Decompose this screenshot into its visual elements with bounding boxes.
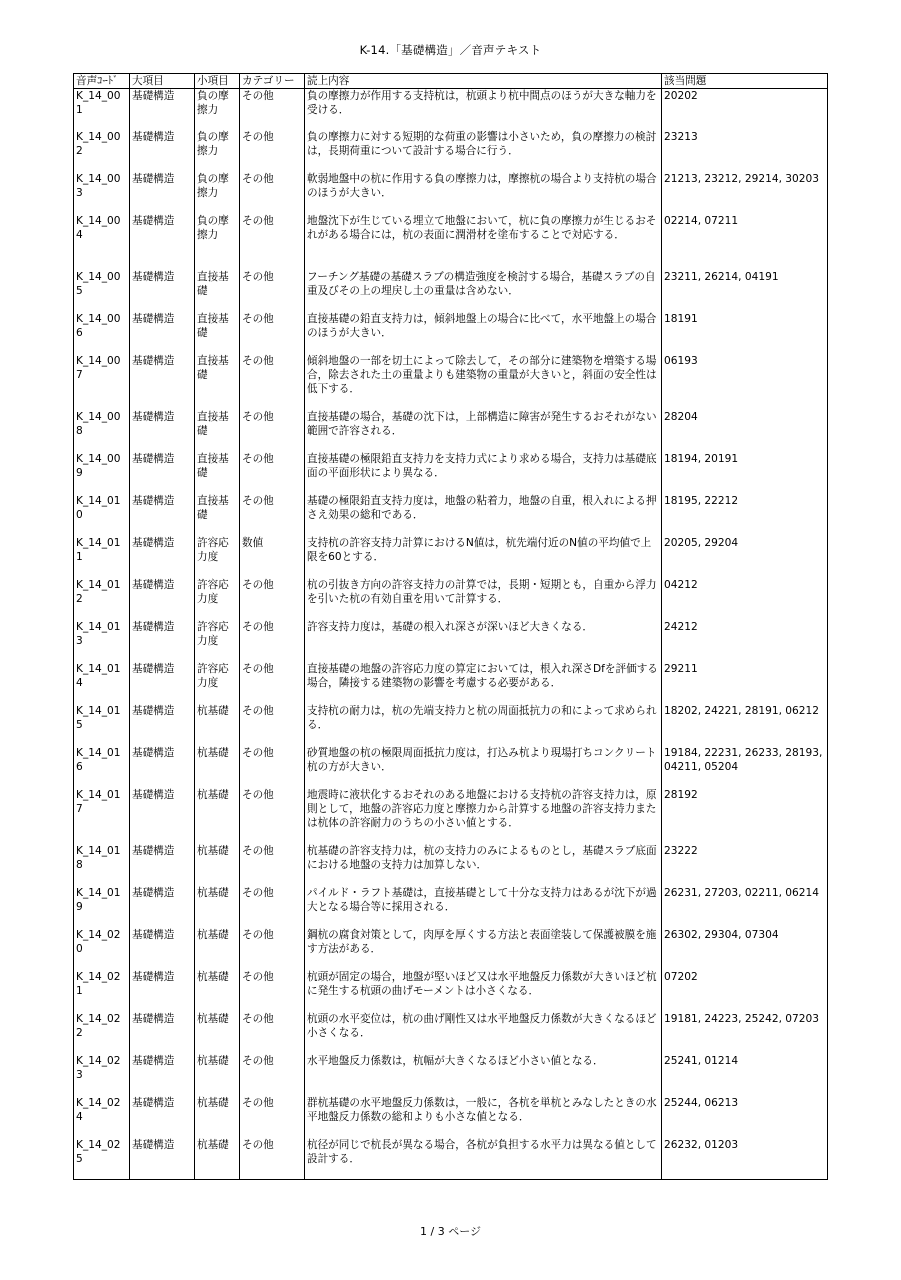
cell-minor-item: 許容応力度: [195, 578, 240, 620]
cell-category: その他: [240, 494, 305, 536]
cell-major-item: 基礎構造: [130, 746, 195, 788]
cell-minor-item: 直接基礎: [195, 270, 240, 312]
cell-code: K_14_018: [74, 844, 130, 886]
cell-reading-content: 基礎の極限鉛直支持力度は，地盤の粘着力，地盤の自重，根入れによる押さえ効果の総和である．: [305, 494, 662, 536]
cell-major-item: 基礎構造: [130, 130, 195, 172]
cell-minor-item: 杭基礎: [195, 886, 240, 928]
cell-reading-content: 支持杭の耐力は，杭の先端支持力と杭の周面抵抗力の和によって求められる．: [305, 704, 662, 746]
table-row: [74, 578, 828, 620]
cell-related-questions: 25241, 01214: [662, 1054, 828, 1096]
table-row: [74, 662, 828, 704]
cell-minor-item: 杭基礎: [195, 704, 240, 746]
cell-code: K_14_003: [74, 172, 130, 214]
cell-category: その他: [240, 746, 305, 788]
cell-related-questions: 26232, 01203: [662, 1138, 828, 1180]
cell-major-item: 基礎構造: [130, 704, 195, 746]
cell-related-questions: 06193: [662, 354, 828, 410]
cell-related-questions: 20202: [662, 89, 828, 130]
cell-minor-item: 杭基礎: [195, 970, 240, 1012]
cell-category: その他: [240, 928, 305, 970]
cell-reading-content: 直接基礎の鉛直支持力は，傾斜地盤上の場合に比べて，水平地盤上の場合のほうが大きい．: [305, 312, 662, 354]
cell-code: K_14_020: [74, 928, 130, 970]
cell-minor-item: 直接基礎: [195, 354, 240, 410]
cell-related-questions: 23222: [662, 844, 828, 886]
cell-category: その他: [240, 452, 305, 494]
cell-major-item: 基礎構造: [130, 536, 195, 578]
cell-category: その他: [240, 130, 305, 172]
cell-minor-item: 許容応力度: [195, 620, 240, 662]
cell-code: K_14_017: [74, 788, 130, 844]
cell-category: その他: [240, 886, 305, 928]
cell-reading-content: 地盤沈下が生じている埋立て地盤において，杭に負の摩擦力が生じるおそれがある場合には，杭の表面に潤滑材を塗布することで対応する．: [305, 214, 662, 270]
cell-minor-item: 杭基礎: [195, 1012, 240, 1054]
cell-minor-item: 杭基礎: [195, 1054, 240, 1096]
cell-major-item: 基礎構造: [130, 578, 195, 620]
cell-minor-item: 許容応力度: [195, 536, 240, 578]
cell-reading-content: 直接基礎の極限鉛直支持力を支持力式により求める場合，支持力は基礎底面の平面形状により異なる．: [305, 452, 662, 494]
cell-major-item: 基礎構造: [130, 410, 195, 452]
cell-reading-content: 支持杭の許容支持力計算におけるN値は，杭先端付近のN値の平均値で上限を60とする．: [305, 536, 662, 578]
table-row: [74, 410, 828, 452]
table-row: [74, 620, 828, 662]
cell-reading-content: 地震時に液状化するおそれのある地盤における支持杭の許容支持力は，原則として，地盤の許容応力度と摩擦力から計算する地盤の許容支持力または杭体の許容耐力のうちの小さい値とする．: [305, 788, 662, 844]
cell-minor-item: 杭基礎: [195, 844, 240, 886]
cell-major-item: 基礎構造: [130, 1138, 195, 1180]
cell-related-questions: 18191: [662, 312, 828, 354]
cell-related-questions: 18195, 22212: [662, 494, 828, 536]
cell-minor-item: 杭基礎: [195, 928, 240, 970]
cell-major-item: 基礎構造: [130, 354, 195, 410]
table-row: [74, 214, 828, 270]
cell-category: その他: [240, 312, 305, 354]
cell-code: K_14_011: [74, 536, 130, 578]
cell-code: K_14_015: [74, 704, 130, 746]
cell-related-questions: 23213: [662, 130, 828, 172]
cell-major-item: 基礎構造: [130, 89, 195, 130]
cell-major-item: 基礎構造: [130, 494, 195, 536]
cell-major-item: 基礎構造: [130, 788, 195, 844]
header-related-questions: 該当問題: [662, 74, 828, 89]
cell-code: K_14_008: [74, 410, 130, 452]
table-row: [74, 354, 828, 410]
cell-minor-item: 杭基礎: [195, 788, 240, 844]
table-row: [74, 928, 828, 970]
cell-code: K_14_004: [74, 214, 130, 270]
cell-major-item: 基礎構造: [130, 1096, 195, 1138]
cell-category: その他: [240, 214, 305, 270]
table-row: [74, 1012, 828, 1054]
cell-reading-content: 水平地盤反力係数は，杭幅が大きくなるほど小さい値となる．: [305, 1054, 662, 1096]
cell-code: K_14_025: [74, 1138, 130, 1180]
header-major-item: 大項目: [130, 74, 195, 89]
cell-category: その他: [240, 704, 305, 746]
cell-code: K_14_010: [74, 494, 130, 536]
table-header-row: [74, 74, 828, 89]
cell-related-questions: 26302, 29304, 07304: [662, 928, 828, 970]
cell-category: その他: [240, 844, 305, 886]
cell-code: K_14_022: [74, 1012, 130, 1054]
cell-category: その他: [240, 662, 305, 704]
header-reading-content: 読上内容: [305, 74, 662, 89]
cell-related-questions: 28204: [662, 410, 828, 452]
cell-minor-item: 杭基礎: [195, 1096, 240, 1138]
cell-reading-content: 傾斜地盤の一部を切土によって除去して，その部分に建築物を増築する場合，除去された土の重量よりも建築物の重量が大きいと，斜面の安全性は低下する．: [305, 354, 662, 410]
cell-minor-item: 負の摩擦力: [195, 89, 240, 130]
cell-minor-item: 負の摩擦力: [195, 214, 240, 270]
document-title: K-14.「基礎構造」／音声テキスト: [359, 43, 542, 57]
cell-major-item: 基礎構造: [130, 214, 195, 270]
cell-related-questions: 23211, 26214, 04191: [662, 270, 828, 312]
cell-code: K_14_021: [74, 970, 130, 1012]
cell-category: その他: [240, 1138, 305, 1180]
cell-related-questions: 18202, 24221, 28191, 06212: [662, 704, 828, 746]
cell-related-questions: 26231, 27203, 02211, 06214: [662, 886, 828, 928]
table-row: [74, 788, 828, 844]
table-row: [74, 746, 828, 788]
cell-category: その他: [240, 270, 305, 312]
cell-reading-content: 杭径が同じで杭長が異なる場合，各杭が負担する水平力は異なる値として設計する．: [305, 1138, 662, 1180]
cell-related-questions: 21213, 23212, 29214, 30203: [662, 172, 828, 214]
table-row: [74, 312, 828, 354]
cell-minor-item: 許容応力度: [195, 662, 240, 704]
cell-category: その他: [240, 578, 305, 620]
cell-reading-content: 鋼杭の腐食対策として，肉厚を厚くする方法と表面塗装して保護被膜を施す方法がある．: [305, 928, 662, 970]
cell-reading-content: 杭頭の水平変位は，杭の曲げ剛性又は水平地盤反力係数が大きくなるほど小さくなる．: [305, 1012, 662, 1054]
cell-related-questions: 19181, 24223, 25242, 07203: [662, 1012, 828, 1054]
table-row: [74, 452, 828, 494]
cell-major-item: 基礎構造: [130, 452, 195, 494]
voice-text-table: [73, 73, 828, 1180]
cell-major-item: 基礎構造: [130, 270, 195, 312]
cell-related-questions: 25244, 06213: [662, 1096, 828, 1138]
cell-major-item: 基礎構造: [130, 844, 195, 886]
cell-code: K_14_019: [74, 886, 130, 928]
cell-major-item: 基礎構造: [130, 1054, 195, 1096]
cell-reading-content: 杭頭が固定の場合，地盤が堅いほど又は水平地盤反力係数が大きいほど杭に発生する杭頭の曲げモーメントは小さくなる．: [305, 970, 662, 1012]
cell-code: K_14_023: [74, 1054, 130, 1096]
table-row: [74, 1054, 828, 1096]
cell-reading-content: 軟弱地盤中の杭に作用する負の摩擦力は，摩擦杭の場合より支持杭の場合のほうが大きい．: [305, 172, 662, 214]
cell-category: その他: [240, 970, 305, 1012]
cell-major-item: 基礎構造: [130, 662, 195, 704]
page-footer: 1 / 3 ページ: [420, 1225, 481, 1238]
cell-reading-content: 群杭基礎の水平地盤反力係数は，一般に，各杭を単杭とみなしたときの水平地盤反力係数の総和よりも小さな値となる．: [305, 1096, 662, 1138]
cell-major-item: 基礎構造: [130, 620, 195, 662]
cell-category: その他: [240, 354, 305, 410]
cell-reading-content: 負の摩擦力が作用する支持杭は，杭頭より杭中間点のほうが大きな軸力を受ける．: [305, 89, 662, 130]
cell-category: 数値: [240, 536, 305, 578]
table-row: [74, 172, 828, 214]
cell-category: その他: [240, 788, 305, 844]
cell-minor-item: 負の摩擦力: [195, 130, 240, 172]
cell-related-questions: 02214, 07211: [662, 214, 828, 270]
cell-major-item: 基礎構造: [130, 1012, 195, 1054]
table-body: [74, 89, 828, 1180]
cell-code: K_14_006: [74, 312, 130, 354]
cell-code: K_14_024: [74, 1096, 130, 1138]
table-row: [74, 844, 828, 886]
cell-related-questions: 07202: [662, 970, 828, 1012]
cell-reading-content: 杭基礎の許容支持力は，杭の支持力のみによるものとし，基礎スラブ底面における地盤の支持力は加算しない．: [305, 844, 662, 886]
cell-category: その他: [240, 410, 305, 452]
table-row: [74, 1096, 828, 1138]
cell-reading-content: パイルド・ラフト基礎は，直接基礎として十分な支持力はあるが沈下が過大となる場合等に採用される．: [305, 886, 662, 928]
cell-minor-item: 負の摩擦力: [195, 172, 240, 214]
cell-reading-content: 許容支持力度は，基礎の根入れ深さが深いほど大きくなる．: [305, 620, 662, 662]
cell-code: K_14_013: [74, 620, 130, 662]
cell-reading-content: 負の摩擦力に対する短期的な荷重の影響は小さいため，負の摩擦力の検討は，長期荷重について設計する場合に行う．: [305, 130, 662, 172]
table-row: [74, 89, 828, 130]
cell-related-questions: 19184, 22231, 26233, 28193, 04211, 05204: [662, 746, 828, 788]
cell-minor-item: 直接基礎: [195, 410, 240, 452]
header-category: カテゴリー: [240, 74, 305, 89]
cell-related-questions: 29211: [662, 662, 828, 704]
cell-major-item: 基礎構造: [130, 886, 195, 928]
table-row: [74, 270, 828, 312]
cell-code: K_14_014: [74, 662, 130, 704]
cell-category: その他: [240, 89, 305, 130]
cell-minor-item: 杭基礎: [195, 746, 240, 788]
cell-category: その他: [240, 172, 305, 214]
cell-category: その他: [240, 1054, 305, 1096]
table-row: [74, 704, 828, 746]
cell-major-item: 基礎構造: [130, 970, 195, 1012]
cell-reading-content: 直接基礎の場合，基礎の沈下は，上部構造に障害が発生するおそれがない範囲で許容される．: [305, 410, 662, 452]
cell-category: その他: [240, 1096, 305, 1138]
cell-minor-item: 杭基礎: [195, 1138, 240, 1180]
cell-code: K_14_009: [74, 452, 130, 494]
table-row: [74, 886, 828, 928]
cell-reading-content: フーチング基礎の基礎スラブの構造強度を検討する場合，基礎スラブの自重及びその上の埋戻し土の重量は含めない．: [305, 270, 662, 312]
cell-code: K_14_001: [74, 89, 130, 130]
cell-related-questions: 28192: [662, 788, 828, 844]
cell-related-questions: 24212: [662, 620, 828, 662]
cell-code: K_14_002: [74, 130, 130, 172]
header-code: 音声ｺｰﾄﾞ: [74, 74, 130, 89]
cell-related-questions: 20205, 29204: [662, 536, 828, 578]
header-minor-item: 小項目: [195, 74, 240, 89]
cell-related-questions: 04212: [662, 578, 828, 620]
cell-reading-content: 砂質地盤の杭の極限周面抵抗力度は，打込み杭より現場打ちコンクリート杭の方が大きい．: [305, 746, 662, 788]
table-row: [74, 494, 828, 536]
cell-reading-content: 直接基礎の地盤の許容応力度の算定においては，根入れ深さDfを評価する場合，隣接する建築物の影響を考慮する必要がある．: [305, 662, 662, 704]
cell-major-item: 基礎構造: [130, 928, 195, 970]
cell-reading-content: 杭の引抜き方向の許容支持力の計算では，長期・短期とも，自重から浮力を引いた杭の有効自重を用いて計算する．: [305, 578, 662, 620]
cell-category: その他: [240, 620, 305, 662]
table-row: [74, 536, 828, 578]
cell-minor-item: 直接基礎: [195, 312, 240, 354]
table-row: [74, 130, 828, 172]
cell-related-questions: 18194, 20191: [662, 452, 828, 494]
cell-major-item: 基礎構造: [130, 172, 195, 214]
cell-code: K_14_016: [74, 746, 130, 788]
table-row: [74, 1138, 828, 1180]
table-row: [74, 970, 828, 1012]
cell-category: その他: [240, 1012, 305, 1054]
cell-minor-item: 直接基礎: [195, 494, 240, 536]
cell-minor-item: 直接基礎: [195, 452, 240, 494]
cell-code: K_14_012: [74, 578, 130, 620]
cell-major-item: 基礎構造: [130, 312, 195, 354]
cell-code: K_14_007: [74, 354, 130, 410]
cell-code: K_14_005: [74, 270, 130, 312]
